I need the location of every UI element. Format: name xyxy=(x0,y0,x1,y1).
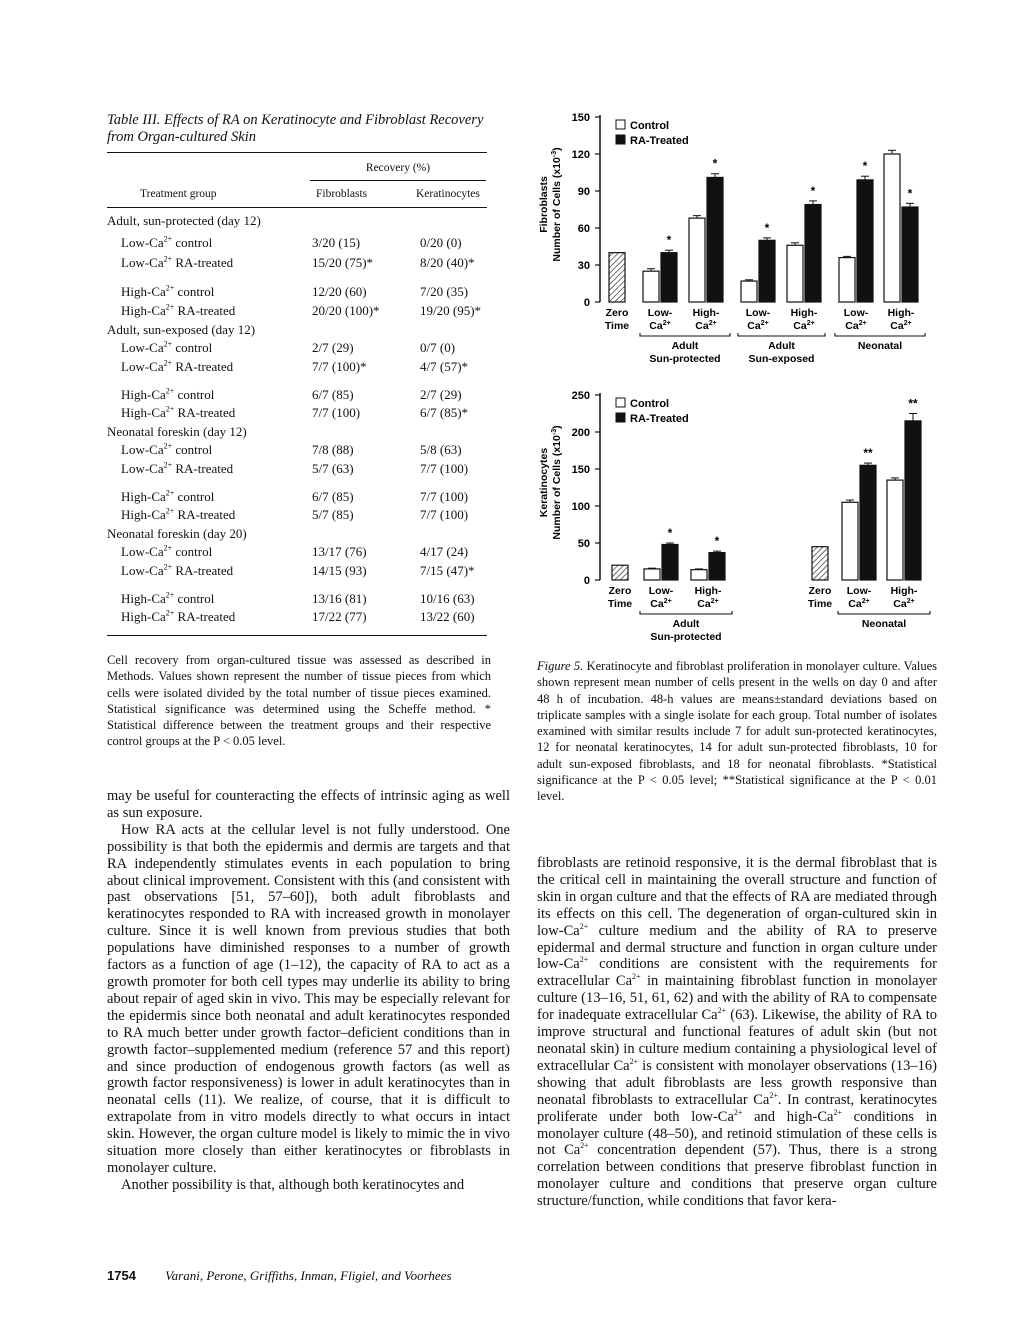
bar-label-line1: Zero xyxy=(808,585,832,597)
keratinocyte-cell: 10/16 (63) xyxy=(420,591,475,606)
table-group-rule xyxy=(310,180,486,181)
control-bar xyxy=(644,569,660,580)
table-row xyxy=(107,562,497,580)
legend-ra-swatch xyxy=(616,413,625,422)
significance-marker: * xyxy=(862,159,868,174)
treatment-cell: Low-$Ca^{2+}$ control xyxy=(121,234,213,250)
fibroblast-cell: 13/17 (76) xyxy=(312,544,367,559)
body-right-column xyxy=(537,855,937,1210)
table-row xyxy=(107,506,497,524)
keratinocyte-cell: 7/7 (100) xyxy=(420,461,469,476)
group-bracket xyxy=(738,333,825,336)
y-tick-label: 100 xyxy=(571,501,590,513)
bar-label-line2: $Ca^{2+}$ xyxy=(697,598,719,610)
fibroblast-cell: 7/8 (88) xyxy=(312,442,354,457)
keratinocyte-cell: 13/22 (60) xyxy=(420,609,475,624)
ra-treated-bar xyxy=(709,553,725,580)
zero-time-bar xyxy=(812,547,828,580)
keratinocyte-cell: 8/20 (40)* xyxy=(420,255,475,270)
bar-label-line2: $Ca^{2+}$ xyxy=(649,320,671,332)
bar-label-line1: Low- xyxy=(648,585,674,597)
significance-marker: * xyxy=(667,526,673,540)
group-bracket xyxy=(640,611,732,614)
table-header-keratinocytes: Keratinocytes xyxy=(416,188,480,200)
table-row xyxy=(107,441,497,459)
figure-caption-label: Figure 5. xyxy=(537,659,584,673)
fibroblast-cell: 6/7 (85) xyxy=(312,489,354,504)
treatment-cell: Adult, sun-protected (day 12) xyxy=(107,213,261,228)
keratinocyte-cell: 4/7 (57)* xyxy=(420,359,469,374)
fibroblast-cell: 5/7 (63) xyxy=(312,461,354,476)
y-tick-label: 0 xyxy=(583,575,590,587)
fibroblast-cell: 7/7 (100)* xyxy=(312,359,367,374)
treatment-cell: Low-$Ca^{2+}$ RA-treated xyxy=(121,562,234,578)
author-list: Varani, Perone, Griffiths, Inman, Fligiel, and Voorhees xyxy=(165,1268,452,1283)
control-bar xyxy=(842,502,858,580)
group-label-line1: Adult xyxy=(672,618,700,630)
table-row xyxy=(107,590,497,608)
ra-treated-bar xyxy=(707,177,723,302)
bar-label-line2: $Ca^{2+}$ xyxy=(793,320,815,332)
y-tick-label: 150 xyxy=(571,112,590,124)
table-row xyxy=(107,608,497,626)
y-tick-label: 200 xyxy=(571,427,590,439)
bar-label-line1: Low- xyxy=(647,307,673,319)
body-paragraph: may be useful for counteracting the effects of intrinsic aging as well as sun exposure. xyxy=(107,788,510,821)
significance-marker: * xyxy=(907,186,913,201)
treatment-cell: High-$Ca^{2+}$ RA-treated xyxy=(121,302,236,318)
body-paragraph: How RA acts at the cellular level is not fully understood. One possibility is that both the epidermis and dermis are targets and that RA independently stimulates events in each population to bring about clinical improvement. Consistent with this (and consistent with past observations [51, 57–60]), both adult fibroblasts and keratinocytes responded to RA with increased growth in monolayer culture. Since it is well known from previous studies that both populations have diminished responses to a number of growth factors as a function of age (1–12), the capacity of RA to act as a growth promoter for both cell types may underlie its ability to bring about repair of aged skin in vivo. This may be especially relevant for the epidermis since both neonatal and adult keratinocytes responded to RA much better under growth factor–deficient conditions than in growth factor–supplemented medium (reference 57 and this report) and since production of endogenous growth factors (as well as growth factor responsiveness) is lower in adult keratinocytes than in neonatal cells (11). We realize, of course, that it is difficult to extrapolate from in vitro models directly to what occurs in intact skin. However, the organ culture model is likely to mimic the in vivo situation more closely than either keratinocytes or fibroblasts in monolayer culture. xyxy=(107,821,510,1176)
significance-marker: ** xyxy=(863,446,873,461)
group-label-line1: Adult xyxy=(768,340,795,352)
control-bar xyxy=(691,570,707,580)
table-row xyxy=(107,543,497,561)
keratinocyte-cell: 7/15 (47)* xyxy=(420,563,475,578)
keratinocyte-cell: 4/17 (24) xyxy=(420,544,469,559)
group-label-line1: Adult xyxy=(671,340,699,352)
table-row xyxy=(107,404,497,422)
zero-time-bar xyxy=(612,565,628,580)
y-tick-label: 250 xyxy=(571,390,590,402)
table-row xyxy=(107,488,497,506)
y-tick-label: 60 xyxy=(577,223,590,235)
control-bar xyxy=(884,154,900,302)
bar-label-line1: High- xyxy=(694,585,722,597)
fibroblast-chart xyxy=(520,102,940,372)
significance-marker: * xyxy=(764,220,770,235)
group-label-line2: Sun-protected xyxy=(650,631,722,643)
table-footnote: Cell recovery from organ-cultured tissue was assessed as described in Methods. Values shown represent the number of tissue pieces from which cells were isolated divided by the total number of tissue pieces examined. Statistical significance was determined using the Scheffe method. * Statistical difference between the treatment groups and their respective control groups at the P < 0.05 level. xyxy=(107,653,491,749)
bar-label-line2: $Ca^{2+}$ xyxy=(747,320,769,332)
figure-caption-text: Keratinocyte and fibroblast proliferation in monolayer culture. Values shown represent mean number of cells present in the wells on day 0 and after 48 h of incubation. 48-h values are means±standard deviations based on triplicate samples with a single isolate for each group. Total number of isolates examined with similar results include 7 for adult sun-protected keratinocytes, 12 for neonatal keratinocytes, 14 for adult sun-protected fibroblasts, 10 for adult sun-exposed fibroblasts, and 18 for neonatal fibroblasts. *Statistical significance at the P < 0.05 level; **Statistical significance at the P < 0.01 level. xyxy=(537,659,938,804)
figure-caption xyxy=(537,658,937,805)
y-axis-label-line2: Number of Cells $(x10^{-3})$ xyxy=(551,147,563,262)
treatment-cell: Low-$Ca^{2+}$ RA-treated xyxy=(121,358,234,374)
treatment-cell: Low-$Ca^{2+}$ RA-treated xyxy=(121,460,234,476)
table-header-recovery: Recovery (%) xyxy=(365,162,431,174)
keratinocyte-cell: 2/7 (29) xyxy=(420,387,462,402)
significance-marker: * xyxy=(714,534,720,549)
table-row xyxy=(107,460,497,478)
page-number: 1754 xyxy=(107,1268,136,1283)
keratinocyte-chart xyxy=(520,380,940,650)
control-bar xyxy=(741,281,757,302)
table-row xyxy=(107,234,497,252)
body-paragraph: fibroblasts are retinoid responsive, it is the dermal fibroblast that is the critical cell in maintaining the overall structure and function of skin in organ culture and that the effects of RA are mediated through its effects on this cell. The degeneration of organ-cultured skin in low-$Ca^{2+}$ culture medium and the ability of RA to preserve epidermal and dermal structure and function in organ culture under low-$Ca^{2+}$ conditions are consistent with the requirements for extracellular $Ca^{2+}$ in maintaining fibroblast function in monolayer culture (13–16, 51, 61, 62) and with the ability of RA to compensate for inadequate extracellular $Ca^{2+}$ (63). Likewise, the ability of RA to improve structural and functional features of adult skin (but not neonatal skin) in culture medium containing a physiological level of extracellular $Ca^{2+}$ is consistent with monolayer observations (13–16) showing that adult fibroblasts are less growth responsive than neonatal fibroblasts to extracellular $Ca^{2+}$. In contrast, keratinocytes proliferate under both low-$Ca^{2+}$ and high-$Ca^{2+}$ conditions in monolayer culture (48–50), and retinoid stimulation of these cells is not $Ca^{2+}$ concentration dependent (57). Thus, there is a strong correlation between conditions that preserve fibroblast function in monolayer culture and conditions that preserve organ culture structure/function, while conditions that favor kera- xyxy=(537,855,938,1210)
bar-label-line1: High- xyxy=(887,307,915,319)
bar-label-line1: High- xyxy=(890,585,918,597)
fibroblast-cell: 17/22 (77) xyxy=(312,609,367,624)
table-header-fibroblasts: Fibroblasts xyxy=(316,188,368,200)
table-section-row xyxy=(107,525,497,543)
table-row xyxy=(107,254,497,272)
fibroblast-cell: 5/7 (85) xyxy=(312,507,354,522)
bar-label-line2: Time xyxy=(807,598,833,610)
y-tick-label: 120 xyxy=(571,149,590,161)
bar-label-line1: Zero xyxy=(605,307,629,319)
treatment-cell: Low-$Ca^{2+}$ control xyxy=(121,441,213,457)
control-bar xyxy=(787,245,803,302)
bar-label-line2: $Ca^{2+}$ xyxy=(893,598,915,610)
bar-label-line2: Time xyxy=(607,598,633,610)
keratinocyte-cell: 5/8 (63) xyxy=(420,442,462,457)
treatment-cell: Low-$Ca^{2+}$ control xyxy=(121,339,213,355)
table-row xyxy=(107,339,497,357)
group-label-line2: Sun-protected xyxy=(649,353,721,365)
legend-ra-label: RA-Treated xyxy=(630,135,689,147)
y-tick-label: 50 xyxy=(577,538,590,550)
body-left-column xyxy=(107,788,510,1194)
keratinocyte-cell: 0/7 (0) xyxy=(420,340,456,355)
keratinocyte-cell: 0/20 (0) xyxy=(420,235,462,250)
table-row xyxy=(107,302,497,320)
treatment-cell: Low-$Ca^{2+}$ RA-treated xyxy=(121,254,234,270)
y-tick-label: 0 xyxy=(583,297,590,309)
table-header-treatment: Treatment group xyxy=(140,188,217,200)
significance-marker: ** xyxy=(908,396,918,411)
group-bracket xyxy=(835,333,925,336)
bar-label-line2: $Ca^{2+}$ xyxy=(890,320,912,332)
treatment-cell: High-$Ca^{2+}$ RA-treated xyxy=(121,506,236,522)
bar-label-line2: $Ca^{2+}$ xyxy=(848,598,870,610)
fibroblast-cell: 12/20 (60) xyxy=(312,284,367,299)
group-label-line1: Neonatal xyxy=(857,340,903,352)
treatment-cell: High-$Ca^{2+}$ control xyxy=(121,590,215,606)
treatment-cell: High-$Ca^{2+}$ RA-treated xyxy=(121,404,236,420)
treatment-cell: Neonatal foreskin (day 12) xyxy=(107,424,247,439)
fibroblast-cell: 15/20 (75)* xyxy=(312,255,374,270)
ra-treated-bar xyxy=(902,207,918,302)
group-label-line2: Sun-exposed xyxy=(748,353,815,365)
keratinocyte-cell: 7/20 (35) xyxy=(420,284,469,299)
legend-control-swatch xyxy=(616,398,625,407)
bar-label-line1: Low- xyxy=(843,307,869,319)
page-footer xyxy=(107,1268,452,1284)
treatment-cell: Adult, sun-exposed (day 12) xyxy=(107,322,256,337)
fibroblast-cell: 13/16 (81) xyxy=(312,591,367,606)
treatment-cell: High-$Ca^{2+}$ control xyxy=(121,386,215,402)
ra-treated-bar xyxy=(759,240,775,302)
bar-label-line2: $Ca^{2+}$ xyxy=(695,320,717,332)
ra-treated-bar xyxy=(860,465,876,580)
group-bracket xyxy=(838,611,930,614)
y-axis-label-line2: Number of Cells $(x10^{-3})$ xyxy=(551,425,563,540)
table-bottom-rule xyxy=(107,635,487,636)
ra-treated-bar xyxy=(805,205,821,302)
fibroblast-cell: 2/7 (29) xyxy=(312,340,354,355)
control-bar xyxy=(839,258,855,302)
legend-ra-swatch xyxy=(616,135,625,144)
bar-label-line2: $Ca^{2+}$ xyxy=(845,320,867,332)
treatment-cell: High-$Ca^{2+}$ control xyxy=(121,283,215,299)
zero-time-bar xyxy=(609,253,625,302)
y-tick-label: 30 xyxy=(577,260,590,272)
table-header-rule xyxy=(107,207,487,208)
legend-control-swatch xyxy=(616,120,625,129)
group-label-line1: Neonatal xyxy=(861,618,907,630)
ra-treated-bar xyxy=(661,253,677,302)
significance-marker: * xyxy=(712,156,718,171)
table-title: Table III. Effects of RA on Keratinocyte and Fibroblast Recovery from Organ-cultured Skin xyxy=(107,112,484,145)
ra-treated-bar xyxy=(905,421,921,580)
table-section-row xyxy=(107,212,497,230)
y-tick-label: 90 xyxy=(577,186,590,198)
fibroblast-cell: 3/20 (15) xyxy=(312,235,361,250)
fibroblast-cell: 14/15 (93) xyxy=(312,563,367,578)
significance-marker: * xyxy=(810,183,816,198)
bar-label-line1: Zero xyxy=(608,585,632,597)
treatment-cell: High-$Ca^{2+}$ control xyxy=(121,488,215,504)
y-axis-label-line1: Fibroblasts xyxy=(538,176,550,233)
ra-treated-bar xyxy=(662,544,678,580)
control-bar xyxy=(689,218,705,302)
ra-treated-bar xyxy=(857,180,873,302)
body-paragraph: Another possibility is that, although both keratinocytes and xyxy=(121,1176,465,1193)
keratinocyte-cell: 6/7 (85)* xyxy=(420,405,469,420)
y-tick-label: 150 xyxy=(571,464,590,476)
fibroblast-cell: 7/7 (100) xyxy=(312,405,361,420)
keratinocyte-cell: 7/7 (100) xyxy=(420,507,469,522)
table-row xyxy=(107,386,497,404)
table-section-row xyxy=(107,321,497,339)
bar-label-line1: Low- xyxy=(745,307,771,319)
bar-label-line2: Time xyxy=(604,320,630,332)
bar-label-line2: $Ca^{2+}$ xyxy=(650,598,672,610)
treatment-cell: Low-$Ca^{2+}$ control xyxy=(121,543,213,559)
treatment-cell: Neonatal foreskin (day 20) xyxy=(107,526,247,541)
legend-control-label: Control xyxy=(630,398,670,410)
treatment-cell: High-$Ca^{2+}$ RA-treated xyxy=(121,608,236,624)
keratinocyte-cell: 7/7 (100) xyxy=(420,489,469,504)
table-row xyxy=(107,358,497,376)
bar-label-line1: Low- xyxy=(846,585,872,597)
legend-control-label: Control xyxy=(630,120,670,132)
y-axis-label-line1: Keratinocytes xyxy=(538,447,550,518)
table-section-row xyxy=(107,423,497,441)
group-bracket xyxy=(640,333,730,336)
fibroblast-cell: 20/20 (100)* xyxy=(312,303,380,318)
significance-marker: * xyxy=(666,233,672,248)
legend-ra-label: RA-Treated xyxy=(630,413,689,425)
fibroblast-cell: 6/7 (85) xyxy=(312,387,354,402)
bar-label-line1: High- xyxy=(790,307,818,319)
table-top-rule xyxy=(107,152,487,153)
bar-label-line1: High- xyxy=(692,307,720,319)
control-bar xyxy=(643,271,659,302)
control-bar xyxy=(887,480,903,580)
table-row xyxy=(107,283,497,301)
keratinocyte-cell: 19/20 (95)* xyxy=(420,303,482,318)
